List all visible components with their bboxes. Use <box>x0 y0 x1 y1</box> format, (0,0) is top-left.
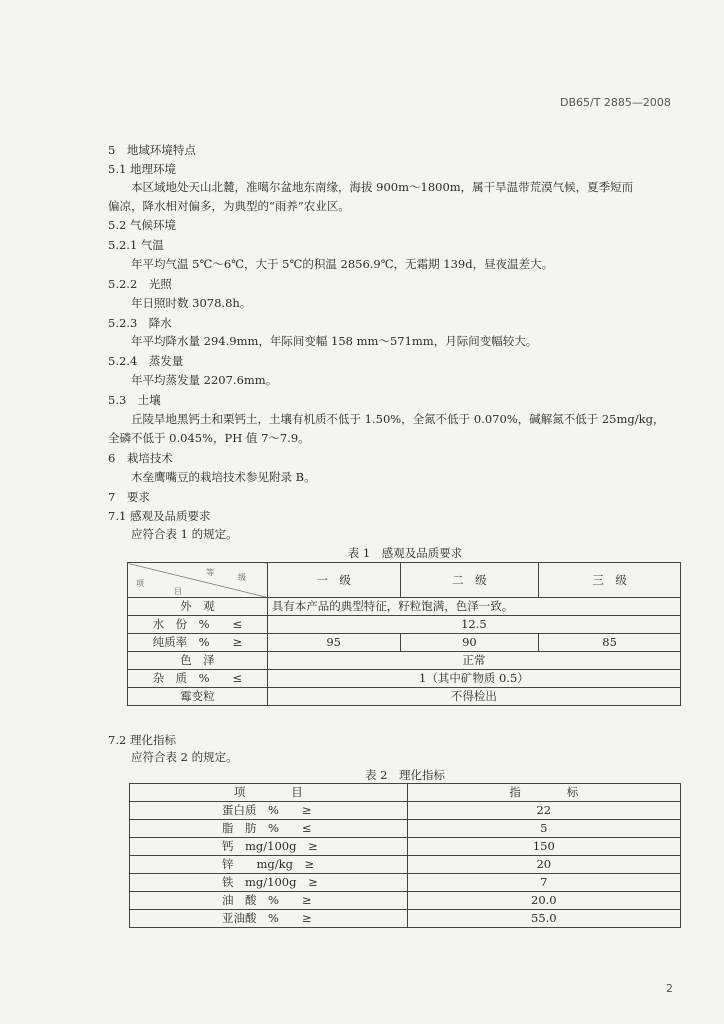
table-2-header-index: 指 标 <box>407 784 680 802</box>
table-row <box>128 652 681 670</box>
table-1-diagonal-header <box>128 563 268 598</box>
table-2-row-value: 22 <box>407 802 680 820</box>
table-row <box>130 838 681 856</box>
diag-label-right: 级 <box>238 573 246 582</box>
table-1-header-grade3: 三 级 <box>539 563 681 598</box>
table-row <box>130 820 681 838</box>
table-1-row-label: 纯质率 % ≥ <box>128 634 268 652</box>
section-5-3-title: 5.3 土壤 <box>108 393 161 407</box>
table-1-header-grade1: 一 级 <box>267 563 400 598</box>
diag-label-top: 等 <box>206 568 214 577</box>
section-7-2-text: 应符合表 2 的规定。 <box>131 750 238 764</box>
table-row <box>128 670 681 688</box>
table-2-row-value: 5 <box>407 820 680 838</box>
table-2-row-value: 7 <box>407 874 680 892</box>
table-1-row-value: 具有本产品的典型特征，籽粒饱满，色泽一致。 <box>267 598 680 616</box>
section-5-2-2-title: 5.2.2 光照 <box>108 277 172 291</box>
standard-code: DB65/T 2885—2008 <box>560 96 671 109</box>
section-5-title: 5 地域环境特点 <box>108 143 196 157</box>
table-1-row-value: 不得检出 <box>267 688 680 706</box>
table-1-cell-grade3: 85 <box>539 634 681 652</box>
table-2-header-row <box>130 784 681 802</box>
section-6-text: 木垒鹰嘴豆的栽培技术参见附录 B。 <box>131 470 316 484</box>
section-5-1-title: 5.1 地理环境 <box>108 162 176 176</box>
table-1-cell-grade2: 90 <box>400 634 539 652</box>
table-2-row-value: 20.0 <box>407 892 680 910</box>
table-1-header-row <box>128 563 681 598</box>
section-5-2-1-text: 年平均气温 5℃～6℃，大于 5℃的积温 2856.9℃，无霜期 139d，昼夜温差大。 <box>131 257 554 271</box>
table-row <box>130 874 681 892</box>
page-number: 2 <box>666 982 673 995</box>
table-2-row-label: 油 酸 % ≥ <box>130 892 408 910</box>
section-7-title: 7 要求 <box>108 490 150 504</box>
table-2-row-label: 脂 肪 % ≤ <box>130 820 408 838</box>
table-1-cell-grade1: 95 <box>267 634 400 652</box>
table-1 <box>127 562 681 706</box>
table-row <box>130 856 681 874</box>
table-row <box>128 634 681 652</box>
section-7-1-title: 7.1 感观及品质要求 <box>108 509 211 523</box>
table-2-row-label: 亚油酸 % ≥ <box>130 910 408 928</box>
table-1-row-label: 霉变粒 <box>128 688 268 706</box>
table-1-row-value: 正常 <box>267 652 680 670</box>
diag-label-left: 项 <box>136 579 144 588</box>
diag-label-bottom: 目 <box>174 587 182 596</box>
table-2-header-item: 项 目 <box>130 784 408 802</box>
section-5-2-3-title: 5.2.3 降水 <box>108 316 172 330</box>
table-2-row-value: 150 <box>407 838 680 856</box>
table-1-row-value: 1（其中矿物质 0.5） <box>267 670 680 688</box>
section-5-2-4-title: 5.2.4 蒸发量 <box>108 354 184 368</box>
section-5-2-1-title: 5.2.1 气温 <box>108 238 164 252</box>
table-1-row-value: 12.5 <box>267 616 680 634</box>
table-2-row-value: 55.0 <box>407 910 680 928</box>
section-7-2-title: 7.2 理化指标 <box>108 733 176 747</box>
section-5-2-2-text: 年日照时数 3078.8h。 <box>131 296 252 310</box>
section-5-1-paragraph-line2: 偏凉，降水相对偏多，为典型的“雨养”农业区。 <box>108 199 350 213</box>
table-row <box>128 598 681 616</box>
table-row <box>130 892 681 910</box>
table-row <box>130 910 681 928</box>
table-1-row-label: 水 份 % ≤ <box>128 616 268 634</box>
table-2-row-label: 蛋白质 % ≥ <box>130 802 408 820</box>
table-2-row-value: 20 <box>407 856 680 874</box>
table-2-row-label: 铁 mg/100g ≥ <box>130 874 408 892</box>
table-row <box>130 802 681 820</box>
section-5-2-4-text: 年平均蒸发量 2207.6mm。 <box>131 373 278 387</box>
section-6-title: 6 栽培技术 <box>108 451 173 465</box>
section-5-2-title: 5.2 气候环境 <box>108 218 176 232</box>
table-2-row-label: 钙 mg/100g ≥ <box>130 838 408 856</box>
table-row <box>128 688 681 706</box>
table-2 <box>129 783 681 928</box>
table-2-row-label: 锌 mg/kg ≥ <box>130 856 408 874</box>
table-1-row-label: 外 观 <box>128 598 268 616</box>
section-5-2-3-text: 年平均降水量 294.9mm，年际间变幅 158 mm～571mm，月际间变幅较大。 <box>131 334 538 348</box>
table-row <box>128 616 681 634</box>
table-1-header-grade2: 二 级 <box>400 563 539 598</box>
section-5-3-paragraph-line2: 全磷不低于 0.045%，PH 值 7～7.9。 <box>108 431 310 445</box>
table-2-caption: 表 2 理化指标 <box>365 768 445 782</box>
table-1-caption: 表 1 感观及品质要求 <box>347 546 463 560</box>
section-5-3-paragraph-line1: 丘陵旱地黑钙土和栗钙土，土壤有机质不低于 1.50%，全氮不低于 0.070%，碱解氮不低于 25mg/kg， <box>131 412 665 426</box>
table-1-row-label: 色 泽 <box>128 652 268 670</box>
section-5-1-paragraph-line1: 本区域地处天山北麓，准噶尔盆地东南缘，海拔 900m～1800m，属干旱温带荒漠气候，夏季短而 <box>131 180 634 194</box>
table-1-row-label: 杂 质 % ≤ <box>128 670 268 688</box>
section-7-1-text: 应符合表 1 的规定。 <box>131 527 238 541</box>
